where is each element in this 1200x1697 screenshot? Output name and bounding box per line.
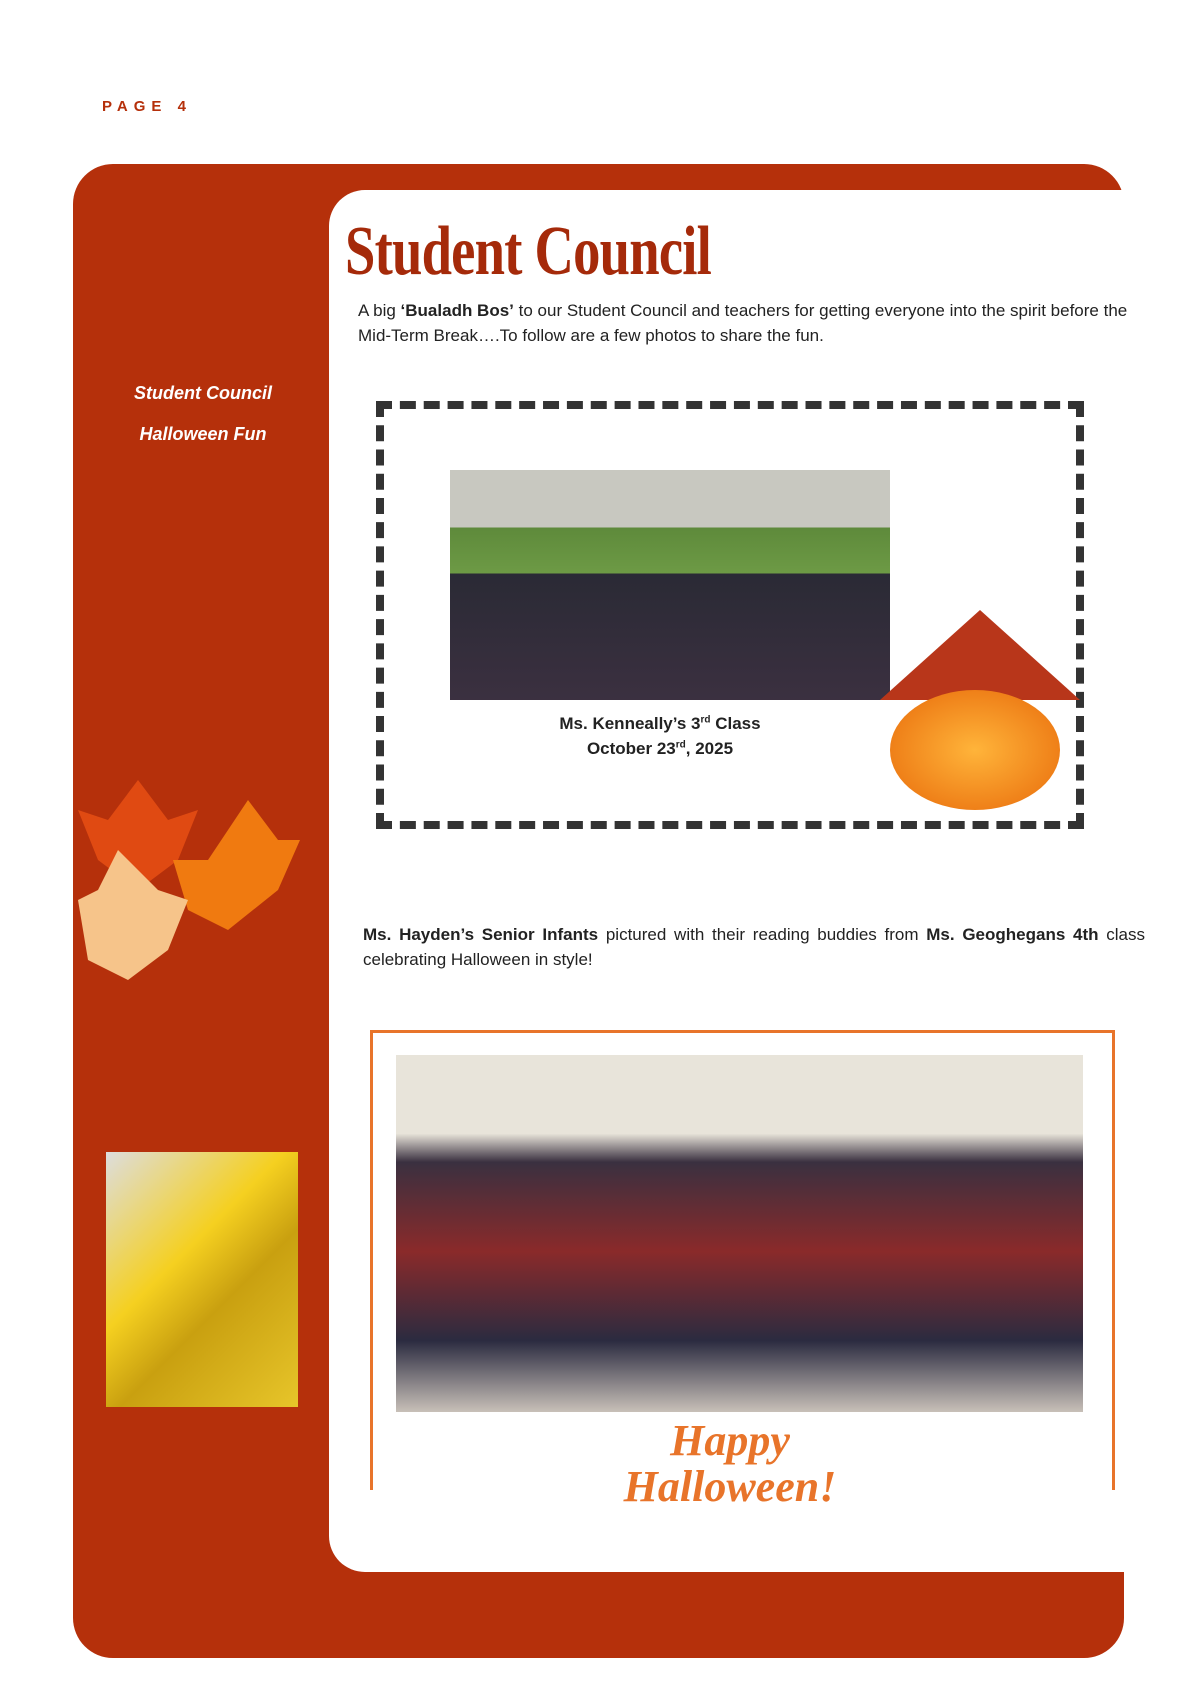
sidebar-subheading: Halloween Fun xyxy=(139,424,267,444)
photo-caption-class: Ms. Kenneally’s 3rd Class xyxy=(559,714,761,733)
senior-infants-paragraph: Ms. Hayden’s Senior Infants pictured with their reading buddies from Ms. Geoghegans 4th class celebrating Halloween in style! xyxy=(363,925,1145,969)
pumpkin-icon xyxy=(890,690,1060,810)
class-photo-3rd-class xyxy=(450,470,890,700)
class-photo-senior-infants xyxy=(396,1055,1083,1412)
photo-caption-date: October 23rd, 2025 xyxy=(586,739,734,758)
page-title: Student Council xyxy=(345,213,712,290)
sidebar-heading: Student Council xyxy=(134,383,272,403)
autumn-leaves-icon xyxy=(78,780,300,985)
witch-hat-icon xyxy=(880,610,1080,700)
intro-paragraph xyxy=(358,298,1128,348)
intro-text: A big xyxy=(358,301,401,320)
intro-text-rest: to our Student Council and teachers for getting everyone into the spirit before the Mid-Term Break….To follow are a few photos to share the fun. xyxy=(358,301,1128,345)
intro-bold: ‘Bualadh Bos’ xyxy=(400,301,514,320)
page-number: PAGE 4 xyxy=(102,98,192,115)
happy-halloween-banner: Happy Halloween! xyxy=(623,1416,837,1511)
minion-costume-photo xyxy=(106,1152,298,1407)
